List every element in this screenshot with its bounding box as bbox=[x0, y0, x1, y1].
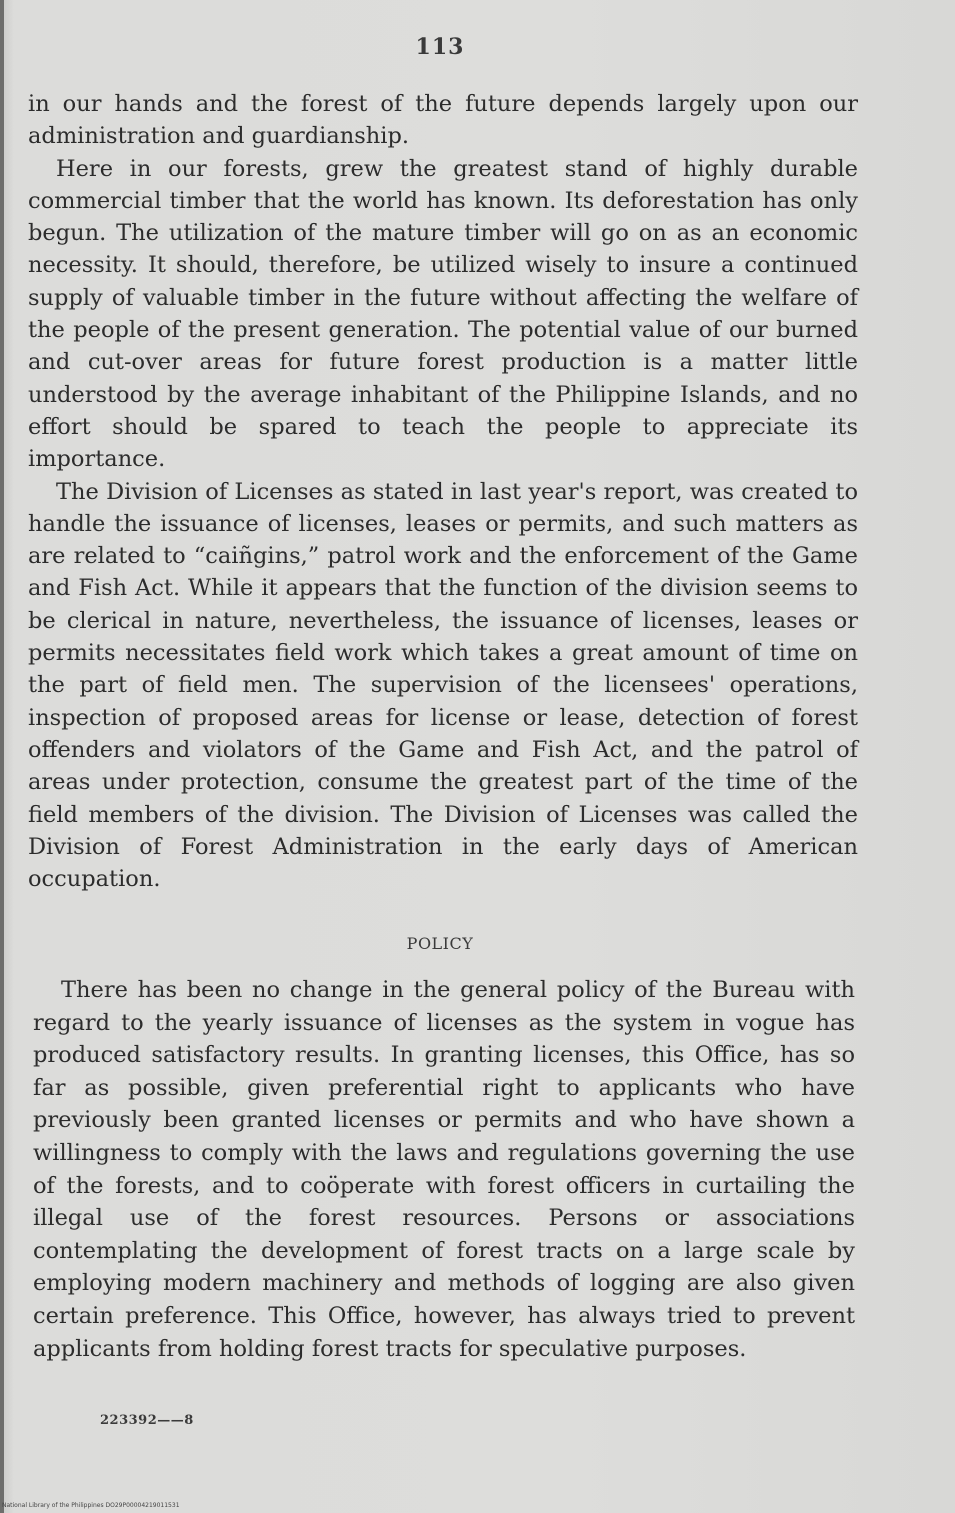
paragraph-policy: There has been no change in the general policy of the Bureau with regard to the yearly issuance of licenses as the system in vogue has produced satisfactory results. In granting licenses, this Office, has so far as possible, given preferential right to applicants who have previously been granted licenses or permits and who have shown a willingness to comply with the laws and regulations governing the use of the forests, and to coöperate with forest officers in curtailing the illegal use of the forest resources. Persons or associations contemplating the development of forest tracts on a large scale by employing modern machinery and methods of logging are also given certain preference. This Office, however, has always tried to prevent applicants from holding forest tracts for speculative purposes. bbox=[33, 977, 855, 1362]
section-heading-policy: POLICY bbox=[406, 934, 474, 953]
paragraph-division-of-licenses: The Division of Licenses as stated in last year's report, was created to handle the issuance of licenses, leases or permits, and such matters as are related to “caiñgins,” patrol work and the enforcement of the Game and Fish Act. While it appears that the function of the division seems to be clerical in nature, nevertheless, the issuance of licenses, leases or permits necessitates field work which takes a great amount of time on the part of field men. The supervision of the licensees' operations, inspection of proposed areas for license or lease, detection of forest offenders and violators of the Game and Fish Act, and the patrol of areas under protection, consume the greatest part of the time of the field members of the division. The Division of Licenses was called the Division of Forest Administration in the early days of American occupation. bbox=[28, 478, 858, 893]
page-binding-edge bbox=[0, 0, 4, 1513]
body-text-policy bbox=[33, 974, 855, 1365]
page-number: 113 bbox=[415, 34, 465, 60]
paragraph-continuation: in our hands and the forest of the future depends largely upon our administration and guardianship. bbox=[28, 91, 858, 150]
library-credit: National Library of the Philippines DO29P00004219011531 bbox=[2, 1502, 180, 1509]
printer-signature-code: 223392——8 bbox=[100, 1413, 194, 1428]
body-text-top bbox=[28, 88, 858, 895]
paragraph-forests: Here in our forests, grew the greatest stand of highly durable commercial timber that the world has known. Its deforestation has only begun. The utilization of the mature timber will go on as an economic necessity. It should, therefore, be utilized wisely to insure a continued supply of valuable timber in the future without affecting the welfare of the people of the present generation. The potential value of our burned and cut-over areas for future forest production is a matter little understood by the average inhabitant of the Philippine Islands, and no effort should be spared to teach the people to appreciate its importance. bbox=[28, 155, 858, 473]
